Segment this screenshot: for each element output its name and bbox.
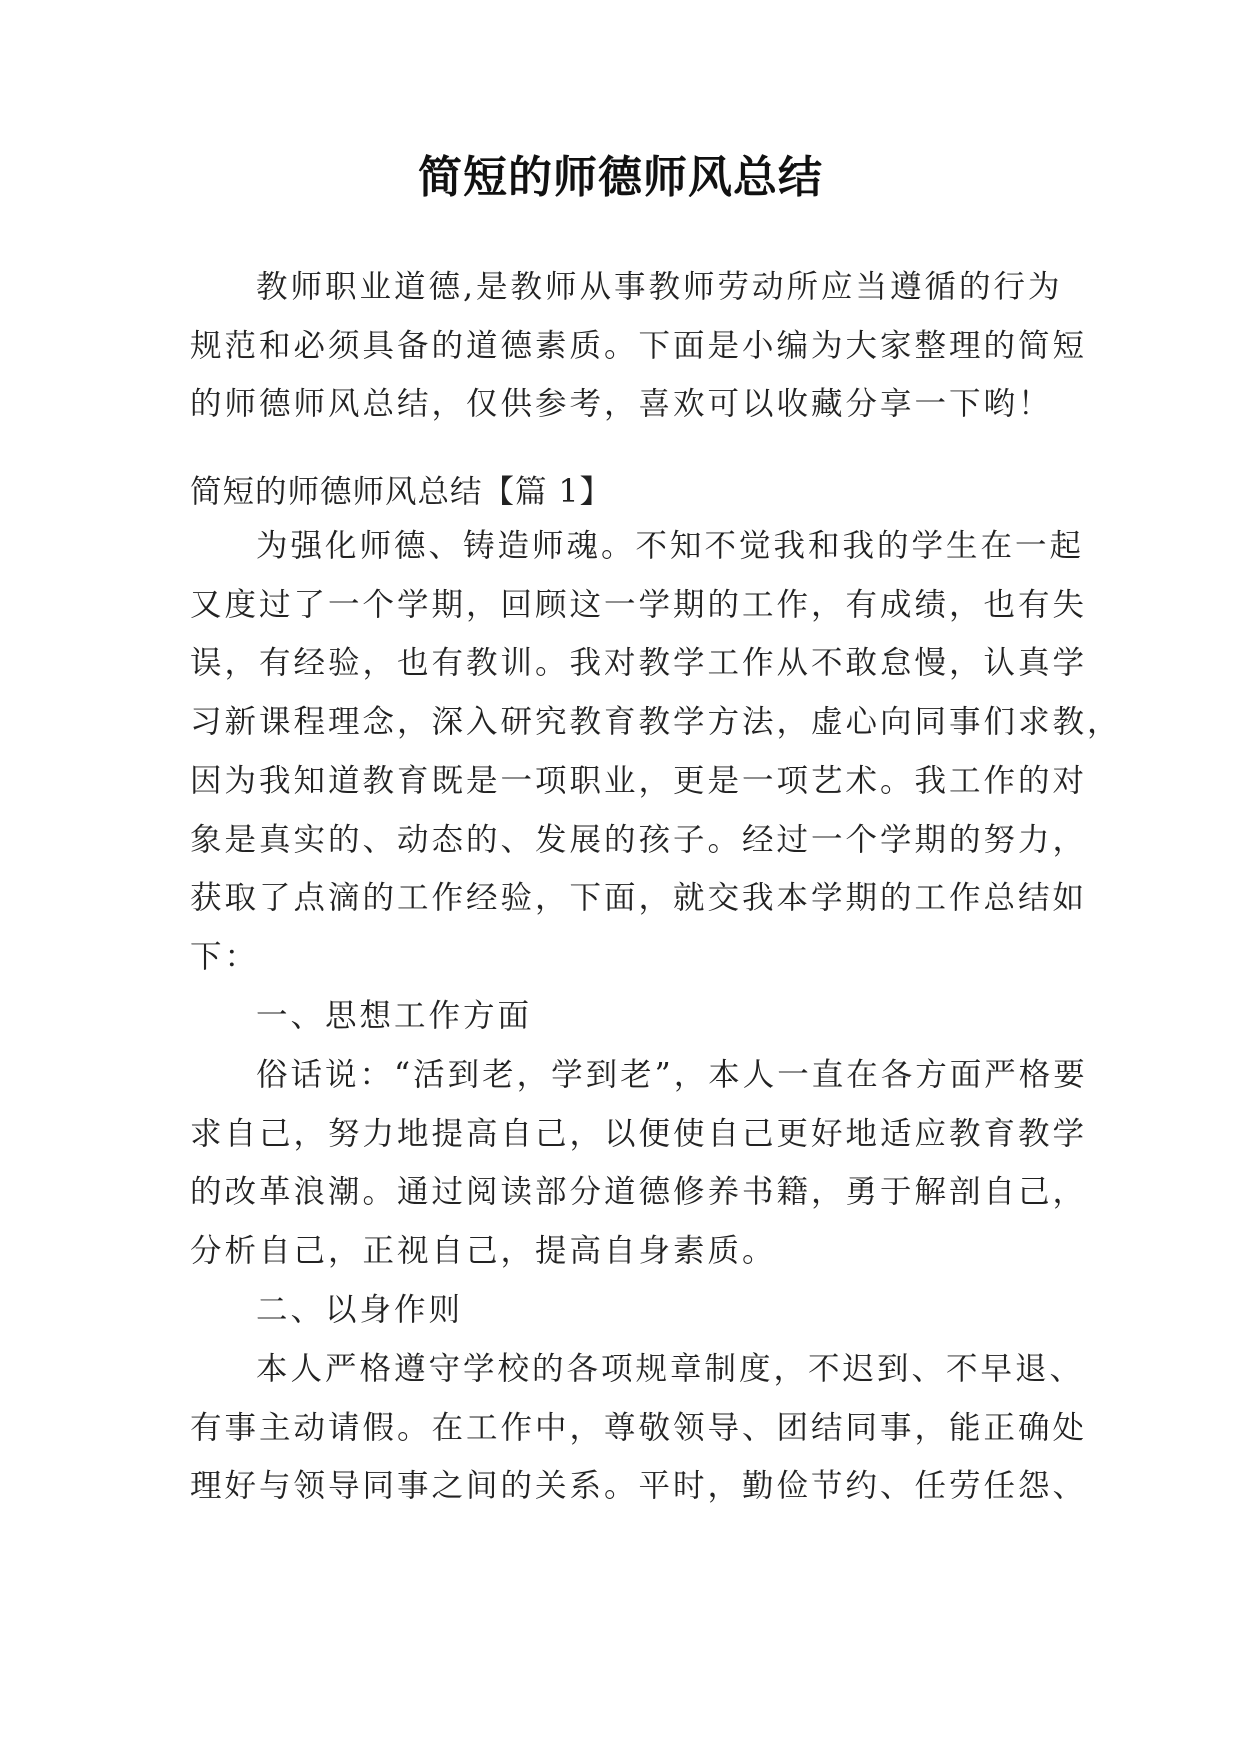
paragraph-line: 本人严格遵守学校的各项规章制度，不迟到、不早退、 — [256, 1351, 1085, 1387]
subheading-thought-work: 一、思想工作方面 — [256, 998, 533, 1034]
intro-line: 教师职业道德,是教师从事教师劳动所应当遵循的行为 — [256, 269, 1063, 305]
paragraph-line: 习新课程理念，深入研究教育教学方法，虚心向同事们求教， — [190, 704, 1122, 741]
paragraph-line: 分析自己，正视自己，提高自身素质。 — [190, 1233, 777, 1270]
intro-line: 的师德师风总结，仅供参考，喜欢可以收藏分享一下哟！ — [190, 386, 1053, 423]
paragraph-line: 的改革浪潮。通过阅读部分道德修养书籍，勇于解剖自己， — [190, 1174, 1088, 1211]
intro-paragraph — [190, 258, 1088, 434]
subheading-lead-by-example: 二、以身作则 — [256, 1292, 464, 1328]
paragraph-line: 因为我知道教育既是一项职业，更是一项艺术。我工作的对 — [190, 762, 1088, 799]
paragraph-line: 误，有经验，也有教训。我对教学工作从不敢怠慢，认真学 — [190, 645, 1088, 682]
paragraph-line: 象是真实的、动态的、发展的孩子。经过一个学期的努力， — [190, 821, 1088, 858]
paragraph-2 — [190, 1046, 1088, 1281]
paragraph-3 — [190, 1340, 1088, 1516]
section-heading: 简短的师德师风总结【篇 1】 — [190, 474, 613, 510]
paragraph-line: 又度过了一个学期，回顾这一学期的工作，有成绩，也有失 — [190, 586, 1088, 623]
paragraph-1 — [190, 517, 1122, 987]
paragraph-line: 俗话说：“活到老，学到老”，本人一直在各方面严格要 — [256, 1057, 1088, 1093]
paragraph-line: 下： — [190, 938, 260, 975]
document-title: 简短的师德师风总结 — [418, 152, 823, 203]
intro-line: 规范和必须具备的道德素质。下面是小编为大家整理的简短 — [190, 327, 1088, 364]
paragraph-line: 为强化师德、铸造师魂。不知不觉我和我的学生在一起 — [256, 528, 1085, 564]
paragraph-line: 获取了点滴的工作经验，下面，就交我本学期的工作总结如 — [190, 880, 1088, 917]
paragraph-line: 有事主动请假。在工作中，尊敬领导、团结同事，能正确处 — [190, 1409, 1088, 1446]
paragraph-line: 理好与领导同事之间的关系。平时，勤俭节约、任劳任怨、 — [190, 1468, 1088, 1505]
paragraph-line: 求自己，努力地提高自己，以便使自己更好地适应教育教学 — [190, 1115, 1088, 1152]
